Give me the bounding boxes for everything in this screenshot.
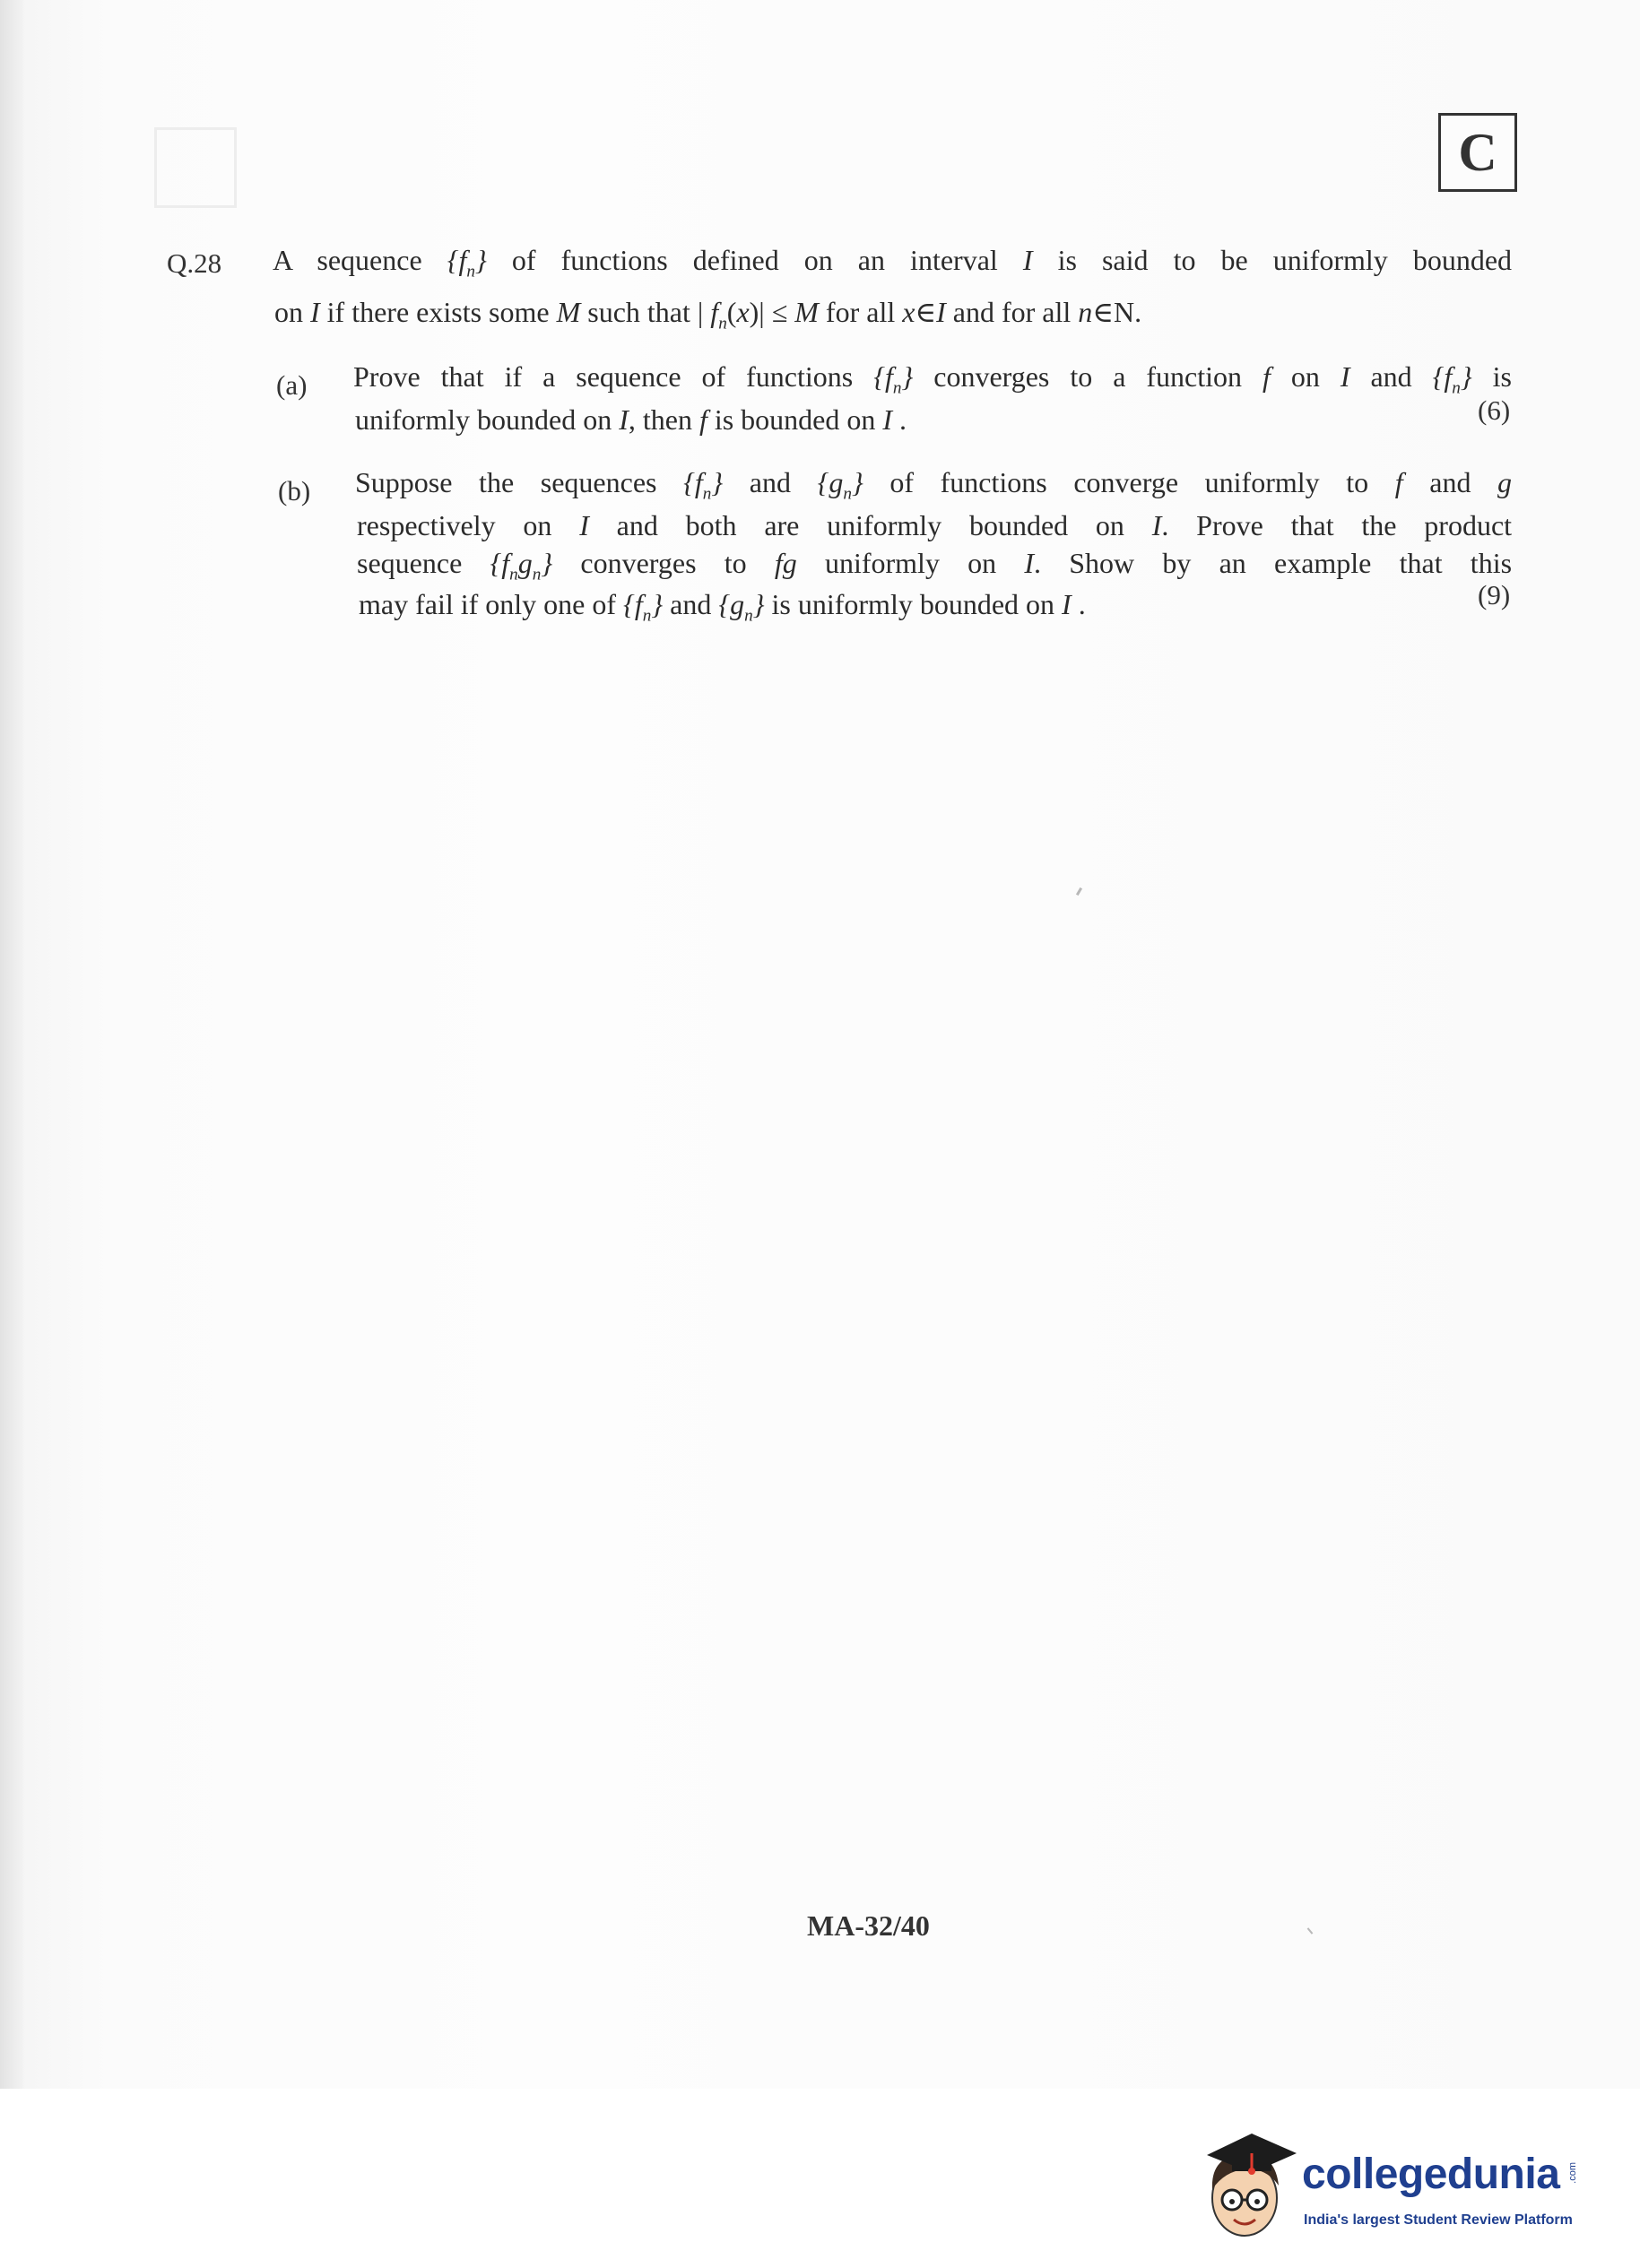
part-b-line-2: respectively on I and both are uniformly bounded on I. Prove that the product xyxy=(357,509,1513,541)
brand-name: collegedunia xyxy=(1302,2151,1560,2198)
question-stem-line-1: A sequence $\{f_n\}$ of functions defined on an interval I is said to be uniformly bounded xyxy=(273,244,1513,281)
student-mascot-icon xyxy=(1198,2126,1298,2252)
part-b-marks: (9) xyxy=(1478,579,1511,610)
math-x-in-I: x∈I xyxy=(902,296,946,328)
part-b-line-3: sequence $\{f_ng_n\}$ converges to fg uniformly on I. Show by an example that this xyxy=(357,547,1513,584)
collegedunia-logo[interactable] xyxy=(1198,2126,1592,2252)
math-interval-I: I xyxy=(1022,244,1033,276)
brand-suffix: .com xyxy=(1567,2162,1578,2184)
question-number: Q.28 xyxy=(167,247,222,279)
brand-tagline: India's largest Student Review Platform xyxy=(1304,2212,1573,2228)
set-letter: C xyxy=(1458,122,1497,182)
set-letter-box xyxy=(1438,113,1517,192)
part-a-label: (a) xyxy=(276,369,308,401)
part-b-label: (b) xyxy=(278,475,311,506)
part-b-line-1: Suppose the sequences $\{f_n\}$ and $\{g_n\}$ of functions converge uniformly to f and g xyxy=(355,466,1513,504)
part-b-line-4: may fail if only one of $\{f_n\}$ and $\{g_n\}$ is uniformly bounded on I . xyxy=(359,588,1086,626)
page-code: MA-32/40 xyxy=(807,1909,930,1942)
part-a-line-1: Prove that if a sequence of functions $\{f_n\}$ converges to a function f on I and $\{f_n\}$ is xyxy=(353,360,1512,398)
math-n-in-N: n∈N. xyxy=(1078,296,1142,328)
part-a-line-2: uniformly bounded on I, then f is bounded on I . xyxy=(355,403,907,436)
part-a-marks: (6) xyxy=(1478,394,1511,426)
faded-bleedthrough-box xyxy=(154,127,237,208)
math-fn-set: $\{f_n\}$ xyxy=(447,244,487,281)
question-stem-line-2: on I if there exists some M such that | $f_n(x)| \le M$ for all x∈I and for all n∈N. xyxy=(274,296,1142,333)
math-abs-fn-le-M: | $f_n(x)| \le M$ xyxy=(697,296,819,333)
scan-edge-shadow xyxy=(0,0,23,2089)
